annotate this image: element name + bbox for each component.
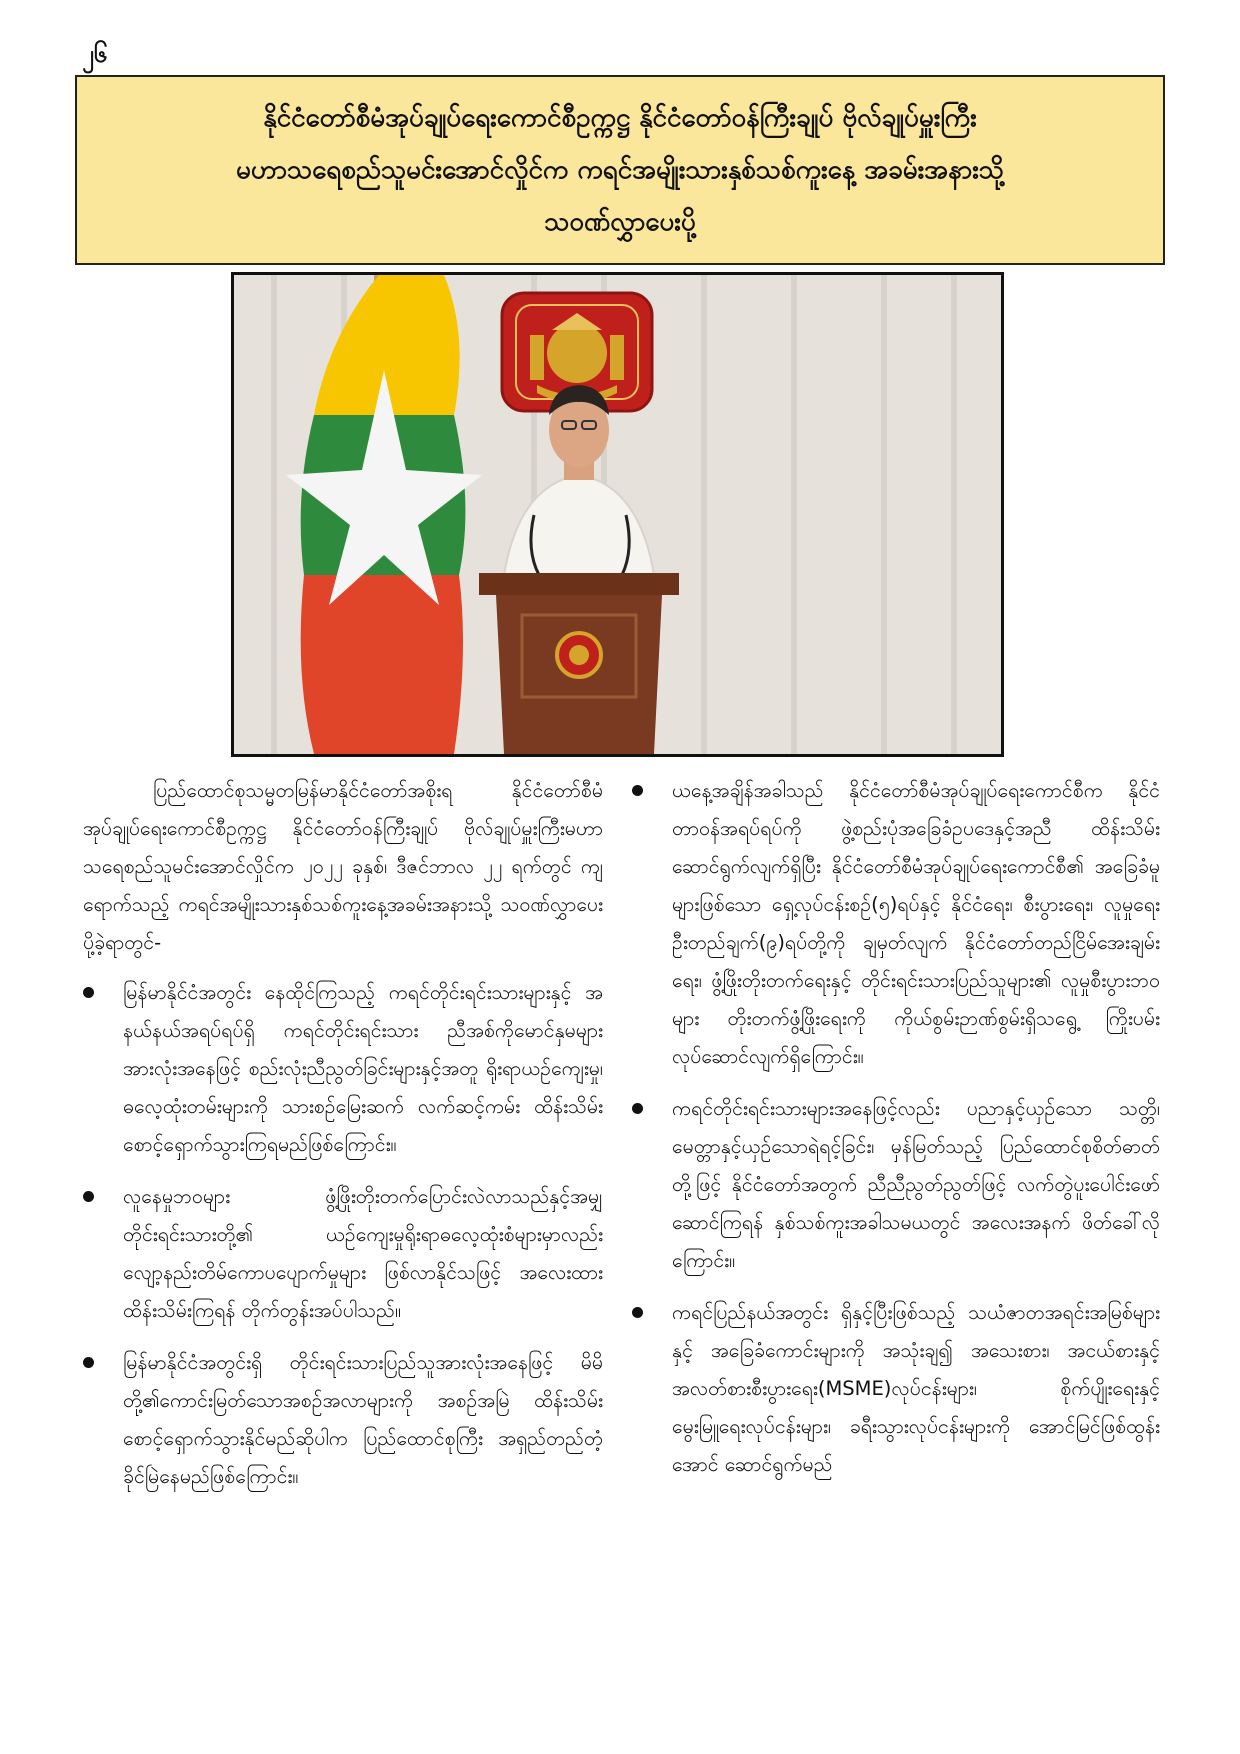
headline-box — [75, 75, 1165, 265]
right-column — [632, 772, 1160, 1498]
news-photo — [231, 272, 1004, 757]
page-number: ၂၆ — [82, 40, 108, 68]
podium — [479, 573, 679, 754]
list-item: လူနေမှုဘဝများ ဖွံ့ဖြိုးတိုးတက်ပြောင်းလဲလာသည်နှင့်အမျှ တိုင်းရင်းသားတို့၏ ယဉ်ကျေးမှုရိုးရာဓလေ့ထုံးစံများမှာလည်း လျော့နည်းတိမ်ကောပပျောက်မှုများ ဖြစ်လာနိုင်သဖြင့် အလေးထားထိန်းသိမ်းကြရန် တိုက်တွန်းအပ်ပါသည်။ — [83, 1178, 603, 1330]
list-item: ယနေ့အချိန်အခါသည် နိုင်ငံတော်စီမံအုပ်ချုပ်ရေးကောင်စီက နိုင်ငံတာဝန်အရပ်ရပ်ကို ဖွဲ့စည်းပုံအခြေခံဥပဒေနှင့်အညီ ထိန်းသိမ်းဆောင်ရွက်လျက်ရှိပြီး နိုင်ငံတော်စီမံအုပ်ချုပ်ရေးကောင်စီ၏ အခြေခံမူများဖြစ်သော ရှေ့လုပ်ငန်းစဉ်(၅)ရပ်နှင့် နိုင်ငံရေး၊ စီးပွားရေး၊ လူမှုရေးဦးတည်ချက်(၉)ရပ်တို့ကို ချမှတ်လျက် နိုင်ငံတော်တည်ငြိမ်အေးချမ်းရေး၊ ဖွံ့ဖြိုးတိုးတက်ရေးနှင့် တိုင်းရင်းသားပြည်သူများ၏ လူမှုစီးပွားဘဝများ တိုးတက်ဖွံ့ဖြိုးရေးကို ကိုယ်စွမ်းဉာဏ်စွမ်းရှိသရွေ့ ကြိုးပမ်းလုပ်ဆောင်လျက်ရှိကြောင်း။ — [632, 772, 1160, 1076]
list-item: မြန်မာနိုင်ငံအတွင်းရှိ တိုင်းရင်းသားပြည်သူအားလုံးအနေဖြင့် မိမိတို့၏ကောင်းမြတ်သောအစဉ်အလာများကို အစဉ်အမြဲ ထိန်းသိမ်းစောင့်ရှောက်သွားနိုင်မည်ဆိုပါက ပြည်ထောင်စုကြီး အရှည်တည်တံ့ခိုင်မြဲနေမည်ဖြစ်ကြောင်း။ — [83, 1344, 603, 1496]
intro-paragraph: ပြည်ထောင်စုသမ္မတမြန်မာနိုင်ငံတော်အစိုးရ နိုင်ငံတော်စီမံအုပ်ချုပ်ရေးကောင်စီဥက္ကဋ္ဌ နိုင်ငံတော်ဝန်ကြီးချုပ် ဗိုလ်ချုပ်မှူးကြီးမဟာသရေစည်သူမင်းအောင်လှိုင်က ၂၀၂၂ ခုနှစ်၊ ဒီဇင်ဘာလ ၂၂ ရက်တွင် ကျရောက်သည့် ကရင်အမျိုးသားနှစ်သစ်ကူးနေ့အခမ်းအနားသို့ သဝဏ်လွှာပေးပို့ခဲ့ရာတွင်- — [83, 779, 603, 954]
headline-line-3: သဝဏ်လွှာပေးပို့ — [544, 207, 696, 237]
speaker-at-podium-illustration — [234, 275, 1001, 754]
headline-line-2: မဟာသရေစည်သူမင်းအောင်လှိုင်က ကရင်အမျိုးသားနှစ်သစ်ကူးနေ့ အခမ်းအနားသို့ — [236, 155, 1004, 185]
left-bullet-list — [83, 974, 603, 1496]
list-item: မြန်မာနိုင်ငံအတွင်း နေထိုင်ကြသည့် ကရင်တိုင်းရင်းသားများနှင့် အနယ်နယ်အရပ်ရပ်ရှိ ကရင်တိုင်းရင်းသား ညီအစ်ကိုမောင်နှမများအားလုံးအနေဖြင့် စည်းလုံးညီညွတ်ခြင်းများနှင့်အတူ ရိုးရာယဉ်ကျေးမှု၊ ဓလေ့ထုံးတမ်းများကို သားစဉ်မြေးဆက် လက်ဆင့်ကမ်း ထိန်းသိမ်းစောင့်ရှောက်သွားကြရမည်ဖြစ်ကြောင်း။ — [83, 974, 603, 1164]
headline-line-1: နိုင်ငံတော်စီမံအုပ်ချုပ်ရေးကောင်စီဥက္ကဋ္ဌ နိုင်ငံတော်ဝန်ကြီးချုပ် ဗိုလ်ချုပ်မှူးကြီး — [263, 103, 977, 133]
list-item: ကရင်တိုင်းရင်းသားများအနေဖြင့်လည်း ပညာနှင့်ယှဉ်သော သတ္တိ၊ မေတ္တာနှင့်ယှဉ်သောရဲရင့်ခြင်း၊ မှန်မြတ်သည့် ပြည်ထောင်စုစိတ်ဓာတ်တို့ဖြင့် နိုင်ငံတော်အတွက် ညီညီညွတ်ညွတ်ဖြင့် လက်တွဲပူးပေါင်းဖော်ဆောင်ကြရန် နှစ်သစ်ကူးအခါသမယတွင် အလေးအနက် ဖိတ်ခေါ်လိုကြောင်း။ — [632, 1090, 1160, 1280]
left-column — [83, 772, 603, 1510]
list-item: ကရင်ပြည်နယ်အတွင်း ရှိနှင့်ပြီးဖြစ်သည့် သယံဇာတအရင်းအမြစ်များနှင့် အခြေခံကောင်းများကို အသုံးချ၍ အသေးစား၊ အငယ်စားနှင့် အလတ်စားစီးပွားရေး(MSME)လုပ်ငန်းများ၊ စိုက်ပျိုးရေးနှင့် မွေးမြူရေးလုပ်ငန်းများ၊ ခရီးသွားလုပ်ငန်းများကို အောင်မြင်ဖြစ်ထွန်းအောင် ဆောင်ရွက်မည် — [632, 1294, 1160, 1484]
right-bullet-list — [632, 772, 1160, 1484]
